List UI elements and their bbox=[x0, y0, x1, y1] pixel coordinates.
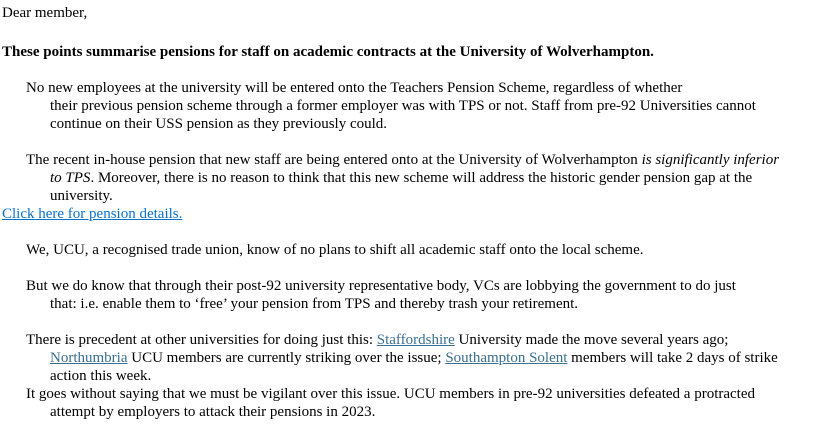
tps-paragraph-line2: their previous pension scheme through a former employer was with TPS or not. Staff from pre-92 Universities cannot bbox=[50, 98, 756, 114]
pension-details-row bbox=[2, 205, 182, 223]
northumbria-text: UCU members are currently striking over the issue; bbox=[127, 350, 446, 366]
pension-details-link[interactable]: Click here for pension details. bbox=[2, 206, 183, 222]
precedent-paragraph-line3: action this week. bbox=[50, 368, 152, 384]
ucu-paragraph: We, UCU, a recognised trade union, know of no plans to shift all academic staff onto the local scheme. bbox=[26, 242, 644, 258]
tps-paragraph-line1: No new employees at the university will be entered onto the Teachers Pension Scheme, regardless of whether bbox=[26, 80, 683, 96]
staffordshire-text: University made the move several years ago; bbox=[454, 332, 729, 348]
northumbria-link[interactable]: Northumbria bbox=[50, 350, 128, 366]
vigilance-paragraph-line2: attempt by employers to attack their pensions in 2023. bbox=[50, 404, 376, 420]
staffordshire-link[interactable]: Staffordshire bbox=[376, 332, 455, 348]
tps-paragraph-line3: continue on their USS pension as they previously could. bbox=[50, 116, 388, 132]
inhouse-text: The recent in-house pension that new staff are being entered onto at the University of Wolverhampton bbox=[26, 152, 642, 168]
inhouse-paragraph-line1 bbox=[26, 151, 779, 169]
inhouse-paragraph-line2 bbox=[50, 169, 752, 187]
lobbying-paragraph-line2: that: i.e. enable them to ‘free’ your pension from TPS and thereby trash your retirement. bbox=[50, 296, 579, 312]
inhouse-paragraph-line3: university. bbox=[50, 188, 113, 204]
lobbying-paragraph-line1: But we do know that through their post-92 university representative body, VCs are lobbying the government to do just bbox=[26, 278, 736, 294]
summary-heading bbox=[2, 43, 654, 61]
inhouse-emphasis-continued: to TPS bbox=[50, 170, 91, 186]
vigilance-paragraph-line1: It goes without saying that we must be vigilant over this issue. UCU members in pre-92 universities defeated a protracted bbox=[26, 386, 755, 402]
precedent-intro: There is precedent at other universities for doing just this: bbox=[26, 332, 377, 348]
summary-heading-text: These points summarise pensions for staff on academic contracts at the University of Wolverhampton. bbox=[2, 44, 654, 60]
southampton-text: members will take 2 days of strike bbox=[567, 350, 778, 366]
inhouse-emphasis: is significantly inferior bbox=[641, 152, 780, 168]
precedent-paragraph-line2 bbox=[50, 349, 778, 367]
greeting: Dear member, bbox=[2, 5, 88, 21]
precedent-paragraph-line1 bbox=[26, 331, 728, 349]
southampton-solent-link[interactable]: Southampton Solent bbox=[445, 350, 568, 366]
inhouse-gender-gap-text: . Moreover, there is no reason to think that this new scheme will address the historic gender pension gap at the bbox=[90, 170, 753, 186]
